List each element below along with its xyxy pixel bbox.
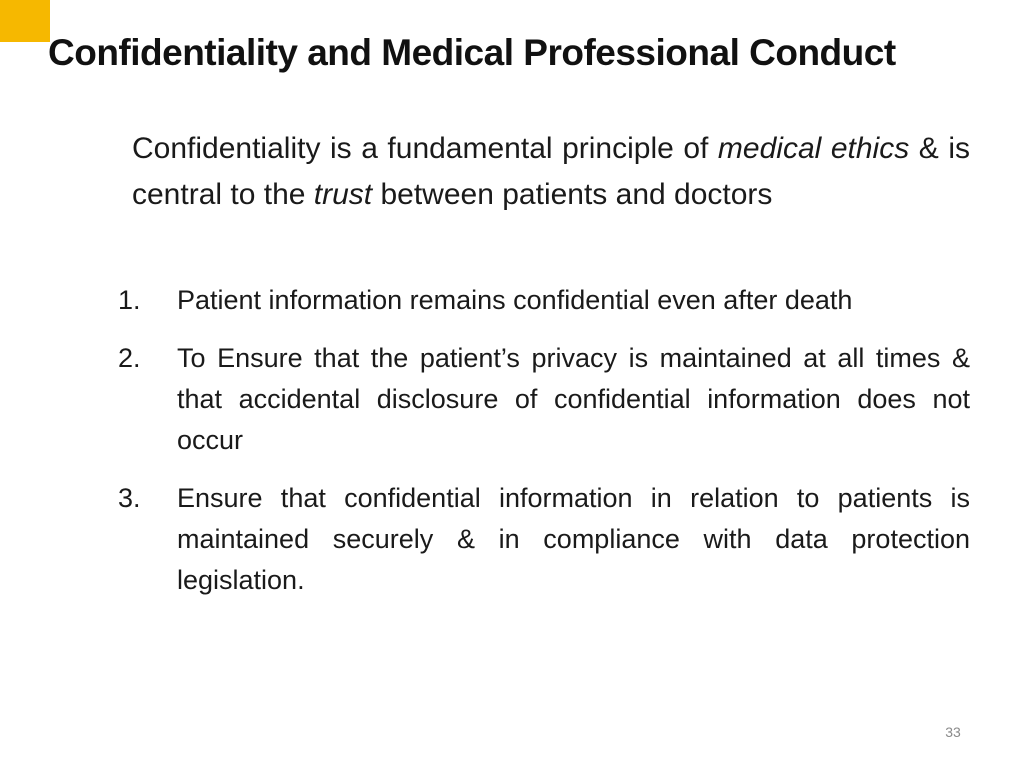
accent-square — [0, 0, 50, 42]
list-item — [118, 280, 970, 321]
page-number: 33 — [945, 724, 961, 740]
list-item — [118, 478, 970, 601]
intro-emphasis-medical-ethics: medical ethics — [717, 132, 910, 165]
intro-paragraph — [132, 126, 970, 218]
slide-title: Confidentiality and Medical Professional Conduct — [48, 32, 896, 73]
intro-text-part-1: Confidentiality is a fundamental principle of — [132, 132, 718, 165]
list-item-number: 1. — [118, 285, 141, 315]
list-item — [118, 338, 970, 461]
list-item-number: 2. — [118, 343, 141, 373]
list-item-text: Patient information remains confidential even after death — [177, 285, 853, 315]
intro-emphasis-trust: trust — [313, 178, 373, 211]
intro-text-part-2: & is central to the — [132, 132, 970, 211]
numbered-points-list — [118, 280, 970, 618]
list-item-number: 3. — [118, 483, 141, 513]
list-item-text: Ensure that confidential information in relation to patients is maintained securely & in compliance with data protection legislation. — [177, 483, 970, 595]
intro-text-part-3: between patients and doctors — [372, 178, 773, 211]
list-item-text: To Ensure that the patient’s privacy is maintained at all times & that accidental disclosure of confidential information does not occur — [177, 343, 970, 455]
